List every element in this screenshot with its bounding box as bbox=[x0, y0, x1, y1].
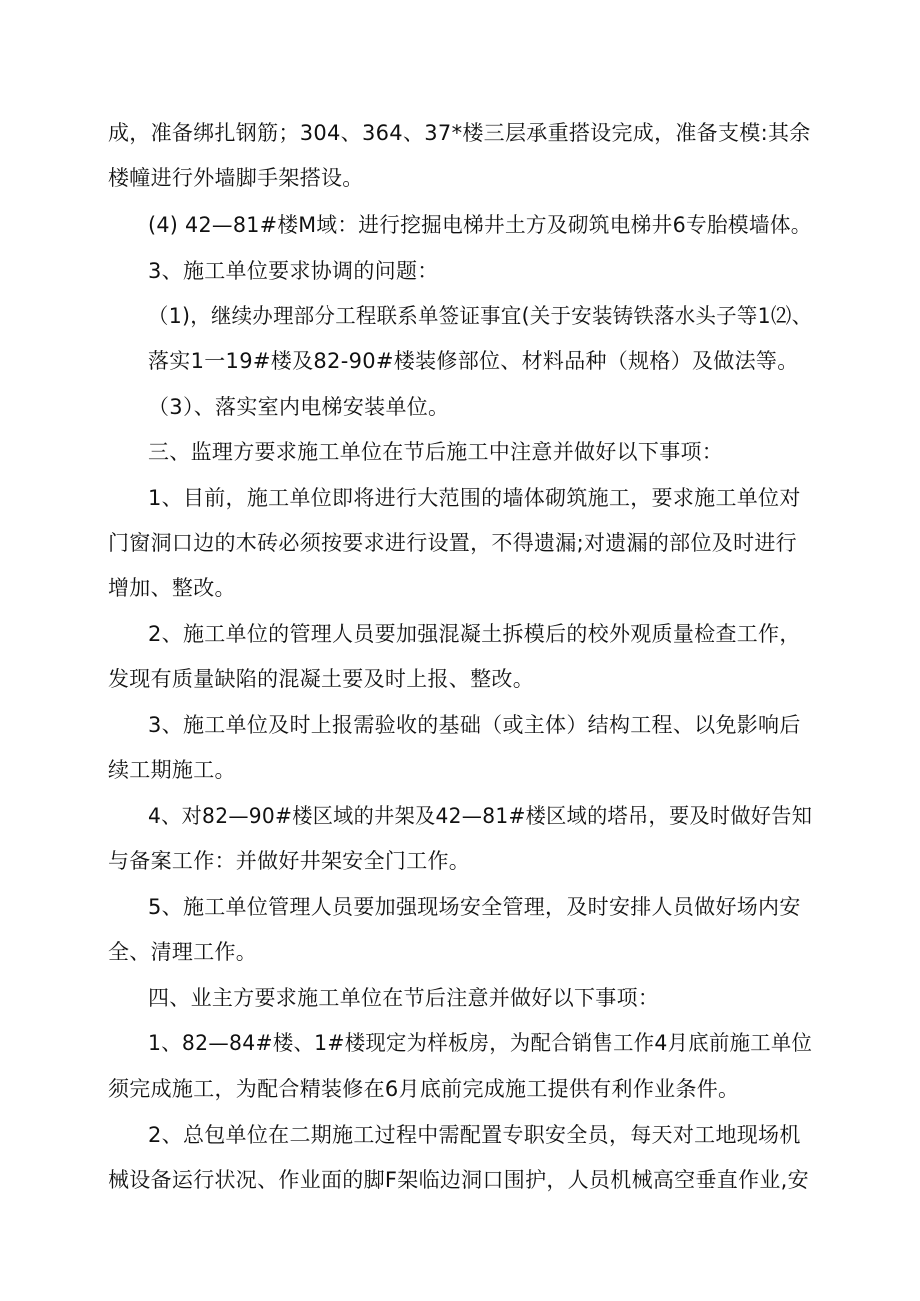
text-line: 楼幢进行外墙脚手架搭设。 bbox=[108, 166, 364, 190]
text-line: 续工期施工。 bbox=[108, 758, 236, 782]
text-line: 全、清理工作。 bbox=[108, 940, 258, 964]
text-line: (4) 42—81#楼M域：进行挖掘电梯井土方及砌筑电梯井6专胎模墙体。 bbox=[148, 213, 812, 237]
text-line: 增加、整改。 bbox=[108, 576, 236, 600]
text-line: 门窗洞口边的木砖必须按要求进行设置，不得遗漏;对遗漏的部位及时进行 bbox=[108, 531, 797, 555]
text-line: 1、82—84#楼、1#楼现定为样板房，为配合销售工作4月底前施工单位 bbox=[148, 1031, 813, 1055]
text-line: 5、施工单位管理人员要加强现场安全管理，及时安排人员做好场内安 bbox=[148, 895, 801, 919]
text-line: 械设备运行状况、作业面的脚F架临边洞口围护，人员机械高空垂直作业,安 bbox=[108, 1168, 809, 1192]
text-line: 成，准备绑扎钢筋；304、364、37*楼三层承重搭设完成，准备支模:其余 bbox=[108, 121, 811, 145]
text-line: 2、总包单位在二期施工过程中需配置专职安全员，每天对工地现场机 bbox=[148, 1123, 801, 1147]
text-line: 四、业主方要求施工单位在节后注意并做好以下事项： bbox=[148, 986, 660, 1010]
text-line: （3）、落实室内电梯安装单位。 bbox=[148, 395, 450, 419]
text-line: 发现有质量缺陷的混凝土要及时上报、整改。 bbox=[108, 667, 534, 691]
text-line: 1、目前，施工单位即将进行大范围的墙体砌筑施工，要求施工单位对 bbox=[148, 486, 801, 510]
text-line: 4、对82—90#楼区域的井架及42—81#楼区域的塔吊，要及时做好告知 bbox=[148, 804, 813, 828]
text-line: 须完成施工，为配合精装修在6月底前完成施工提供有利作业条件。 bbox=[108, 1077, 740, 1101]
text-line: 落实1一19#楼及82-90#楼装修部位、材料品种（规格）及做法等。 bbox=[148, 349, 799, 373]
text-line: 三、监理方要求施工单位在节后施工中注意并做好以下事项： bbox=[148, 440, 724, 464]
text-line: 3、施工单位及时上报需验收的基础（或主体）结构工程、以免影响后 bbox=[148, 713, 801, 737]
text-line: 2、施工单位的管理人员要加强混凝土拆模后的校外观质量检查工作， bbox=[148, 622, 801, 646]
text-line: （1)，继续办理部分工程联系单签证事宜(关于安装铸铁落水头子等1⑵、 bbox=[148, 304, 813, 328]
text-line: 与备案工作：并做好井架安全门工作。 bbox=[108, 849, 471, 873]
text-line: 3、施工单位要求协调的问题： bbox=[148, 259, 439, 283]
